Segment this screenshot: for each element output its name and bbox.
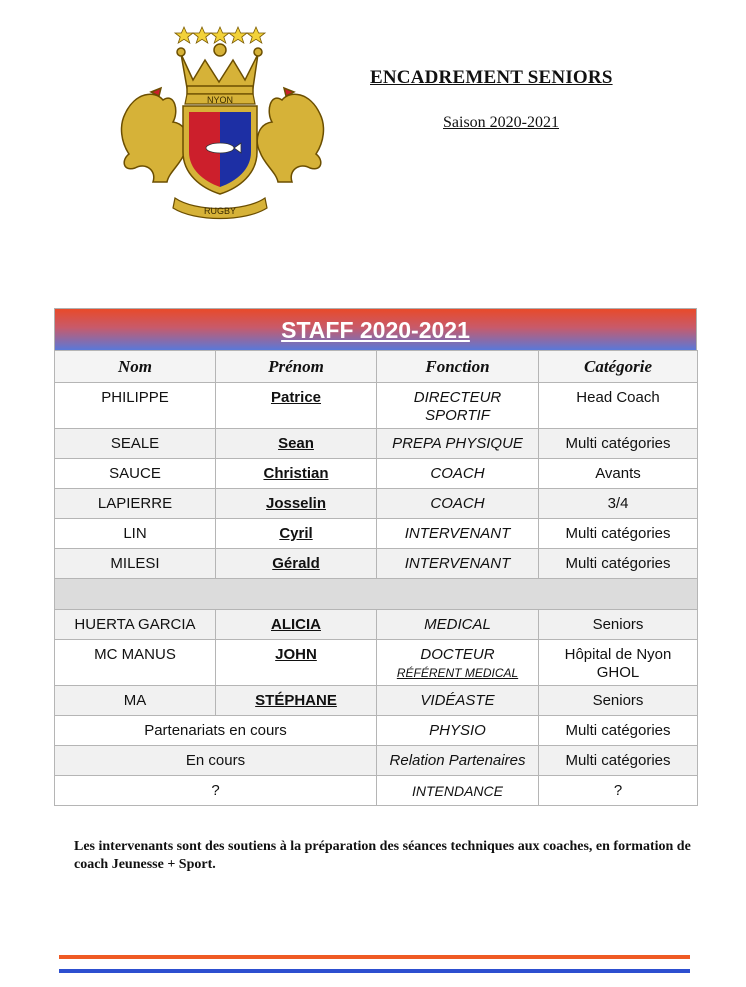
table-header-row — [55, 351, 698, 383]
cell-categorie: 3/4 — [539, 489, 698, 519]
cell-fonction: COACH — [377, 489, 539, 519]
cell-fonction-main: DOCTEUR — [420, 646, 495, 663]
cell-prenom: Cyril — [216, 519, 377, 549]
cell-fonction: INTERVENANT — [377, 519, 539, 549]
cell-nom: HUERTA GARCIA — [55, 610, 216, 640]
nyon-rugby-crest-logo — [115, 22, 330, 222]
cell-prenom: ALICIA — [216, 610, 377, 640]
cell-nom: SAUCE — [55, 459, 216, 489]
cell-nom: PHILIPPE — [55, 383, 216, 429]
cell-nom: MA — [55, 686, 216, 716]
cell-fonction — [377, 640, 539, 686]
document-season: Saison 2020-2021 — [443, 114, 559, 131]
column-header-prenom: Prénom — [216, 351, 377, 383]
cell-merged-name: En cours — [55, 746, 377, 776]
cell-fonction: PREPA PHYSIQUE — [377, 429, 539, 459]
cell-prenom: STÉPHANE — [216, 686, 377, 716]
cell-fonction: DIRECTEUR SPORTIF — [377, 383, 539, 429]
cell-nom: LIN — [55, 519, 216, 549]
footer-line-orange — [59, 955, 690, 959]
lion-right — [257, 88, 323, 182]
crown — [177, 44, 262, 94]
stars-row — [175, 27, 265, 43]
separator-row — [55, 579, 698, 610]
cell-categorie: Multi catégories — [539, 429, 698, 459]
cell-prenom: Sean — [216, 429, 377, 459]
crest-top-text: NYON — [206, 95, 234, 105]
staff-table-banner: STAFF 2020-2021 — [54, 308, 697, 350]
cell-categorie: Seniors — [539, 610, 698, 640]
crest-bottom-text: RUGBY — [203, 206, 237, 216]
table-row — [55, 519, 698, 549]
cell-categorie: ? — [539, 776, 698, 806]
table-row — [55, 746, 698, 776]
cell-categorie: Seniors — [539, 686, 698, 716]
separator-cell — [55, 579, 698, 610]
cell-prenom: Patrice — [216, 383, 377, 429]
cell-nom: SEALE — [55, 429, 216, 459]
lion-left — [122, 88, 188, 182]
table-row — [55, 716, 698, 746]
cell-fonction: VIDÉASTE — [377, 686, 539, 716]
cell-prenom: JOHN — [216, 640, 377, 686]
cell-nom: LAPIERRE — [55, 489, 216, 519]
cell-categorie: Multi catégories — [539, 716, 698, 746]
cell-categorie: Multi catégories — [539, 746, 698, 776]
staff-table — [54, 350, 698, 806]
staff-table-container — [54, 308, 697, 806]
table-row — [55, 383, 698, 429]
cell-fonction-sub: RÉFÉRENT MEDICAL — [396, 666, 519, 680]
column-header-fonction: Fonction — [377, 351, 539, 383]
cell-prenom: Josselin — [216, 489, 377, 519]
cell-prenom: Christian — [216, 459, 377, 489]
cell-categorie: Head Coach — [539, 383, 698, 429]
cell-fonction: INTENDANCE — [377, 776, 539, 806]
column-header-nom: Nom — [55, 351, 216, 383]
table-row — [55, 640, 698, 686]
cell-categorie: Multi catégories — [539, 549, 698, 579]
table-row — [55, 549, 698, 579]
cell-prenom: Gérald — [216, 549, 377, 579]
document-title: ENCADREMENT SENIORS — [370, 67, 613, 88]
cell-fonction: INTERVENANT — [377, 549, 539, 579]
cell-fonction: PHYSIO — [377, 716, 539, 746]
cell-merged-name: Partenariats en cours — [55, 716, 377, 746]
cell-fonction: COACH — [377, 459, 539, 489]
table-row — [55, 489, 698, 519]
table-row — [55, 776, 698, 806]
cell-nom: MILESI — [55, 549, 216, 579]
table-row — [55, 610, 698, 640]
table-row — [55, 459, 698, 489]
column-header-categorie: Catégorie — [539, 351, 698, 383]
table-row — [55, 686, 698, 716]
shield — [183, 106, 257, 194]
cell-categorie: Hôpital de Nyon GHOL — [539, 640, 698, 686]
table-row — [55, 429, 698, 459]
cell-categorie: Multi catégories — [539, 519, 698, 549]
cell-fonction: Relation Partenaires — [377, 746, 539, 776]
cell-merged-name: ? — [55, 776, 377, 806]
cell-nom: MC MANUS — [55, 640, 216, 686]
cell-categorie: Avants — [539, 459, 698, 489]
cell-fonction: MEDICAL — [377, 610, 539, 640]
footer-line-blue — [59, 969, 690, 973]
footnote-text: Les intervenants sont des soutiens à la préparation des séances techniques aux coaches, en formation de coach Jeunesse + Sport. — [74, 839, 691, 872]
